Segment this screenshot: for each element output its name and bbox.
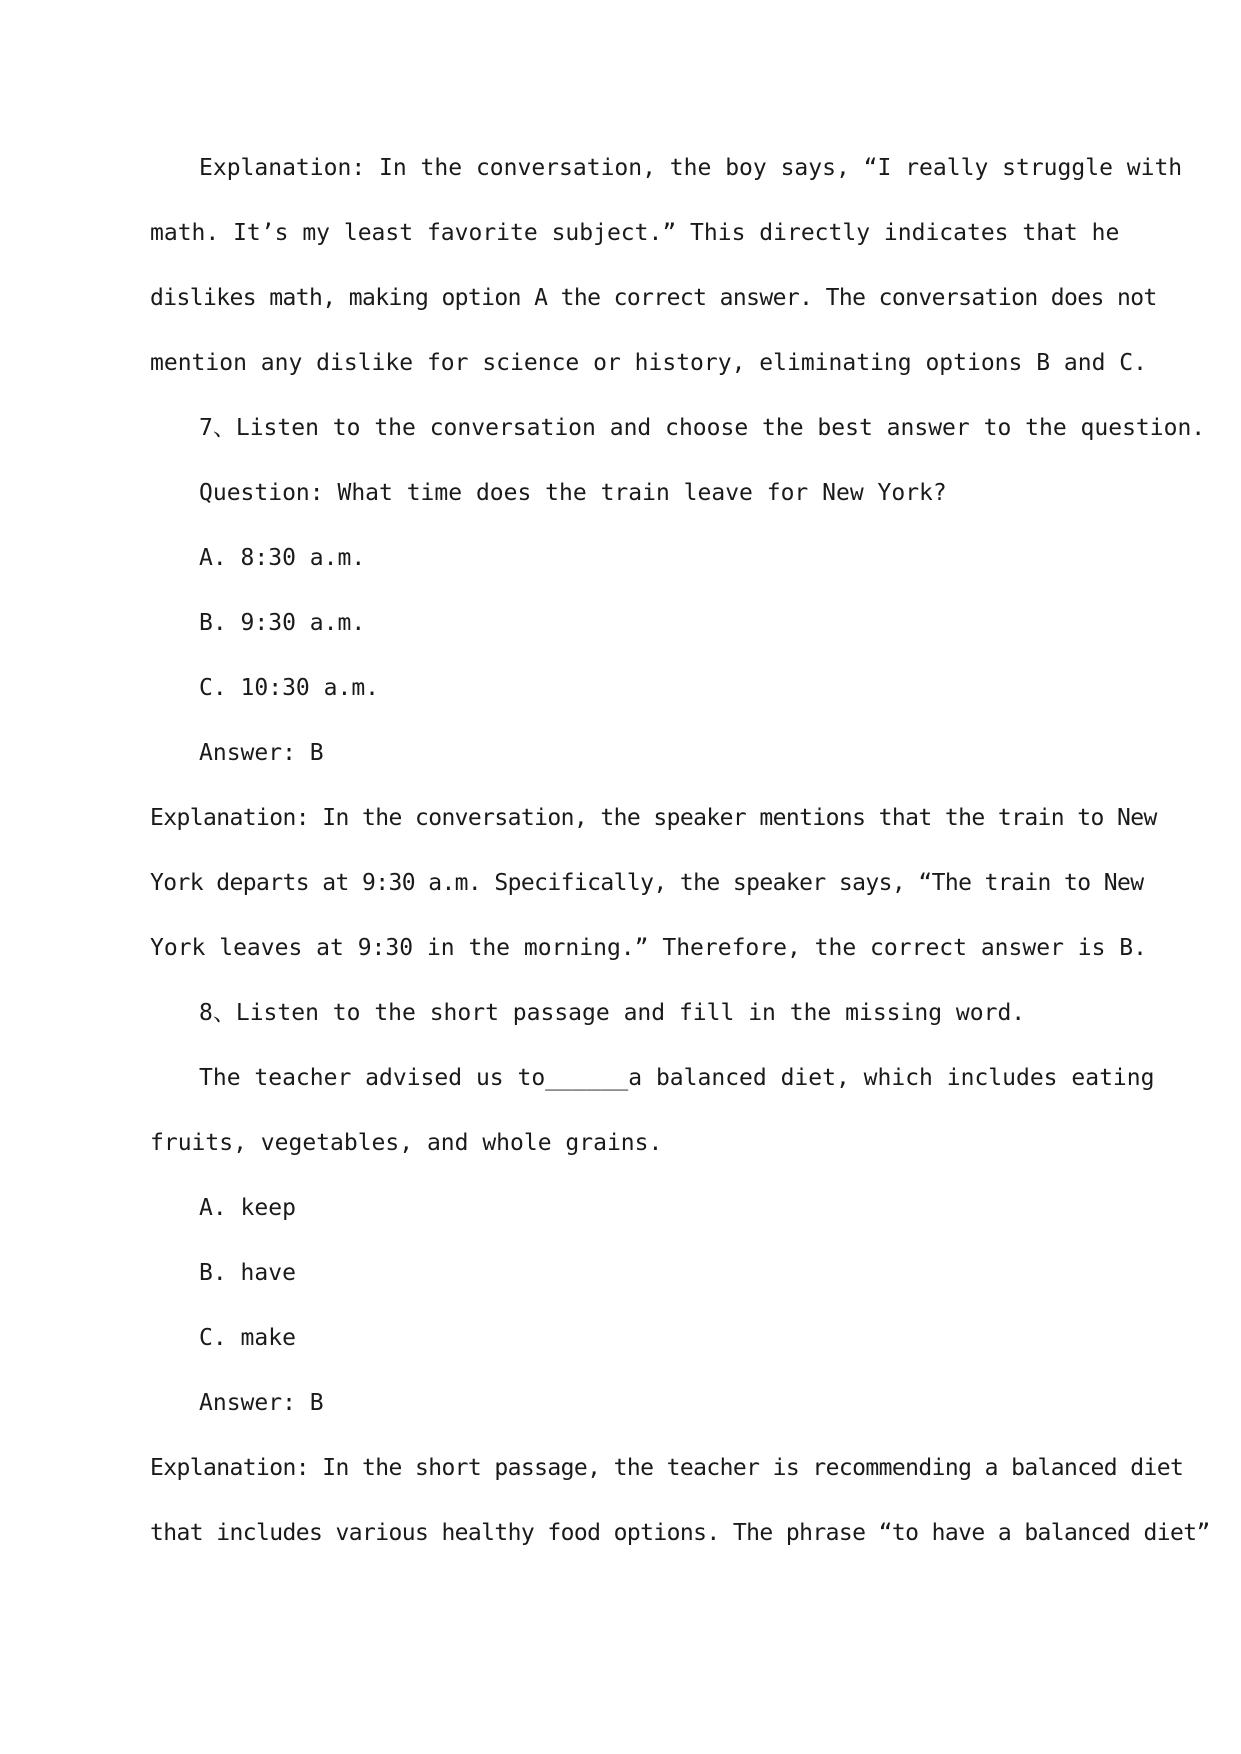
question-7-option-b: B. 9:30 a.m. xyxy=(199,610,366,636)
explanation-q7-line-2: York departs at 9:30 a.m. Specifically, the speaker says, “The train to New xyxy=(150,870,1144,896)
question-8-prompt: 8、Listen to the short passage and fill in the missing word. xyxy=(199,1000,1026,1026)
question-7-option-c: C. 10:30 a.m. xyxy=(199,675,380,701)
question-7-prompt: 7、Listen to the conversation and choose the best answer to the question. xyxy=(199,415,1206,441)
question-8-answer: Answer: B xyxy=(199,1390,324,1416)
document-body xyxy=(150,136,1210,1566)
explanation-q6-line-1: Explanation: In the conversation, the boy says, “I really struggle with xyxy=(199,155,1183,181)
explanation-q8-line-2: that includes various healthy food options. The phrase “to have a balanced diet” xyxy=(150,1520,1210,1546)
question-7-answer: Answer: B xyxy=(199,740,324,766)
question-8-sentence-line-2: fruits, vegetables, and whole grains. xyxy=(150,1130,663,1156)
explanation-q8-line-1: Explanation: In the short passage, the teacher is recommending a balanced diet xyxy=(150,1455,1184,1481)
question-8-sentence-line-1: The teacher advised us to______a balanced diet, which includes eating xyxy=(199,1065,1155,1091)
explanation-q7-line-3: York leaves at 9:30 in the morning.” Therefore, the correct answer is B. xyxy=(150,935,1147,961)
question-7-option-a: A. 8:30 a.m. xyxy=(199,545,366,571)
explanation-q6-line-4: mention any dislike for science or history, eliminating options B and C. xyxy=(150,350,1147,376)
explanation-q7-line-1: Explanation: In the conversation, the speaker mentions that the train to New xyxy=(150,805,1157,831)
explanation-q6-line-2: math. It’s my least favorite subject.” This directly indicates that he xyxy=(150,220,1120,246)
question-7-text: Question: What time does the train leave for New York? xyxy=(199,480,947,506)
question-8-option-b: B. have xyxy=(199,1260,296,1286)
question-8-option-a: A. keep xyxy=(199,1195,296,1221)
question-8-option-c: C. make xyxy=(199,1325,296,1351)
explanation-q6-line-3: dislikes math, making option A the correct answer. The conversation does not xyxy=(150,285,1157,311)
